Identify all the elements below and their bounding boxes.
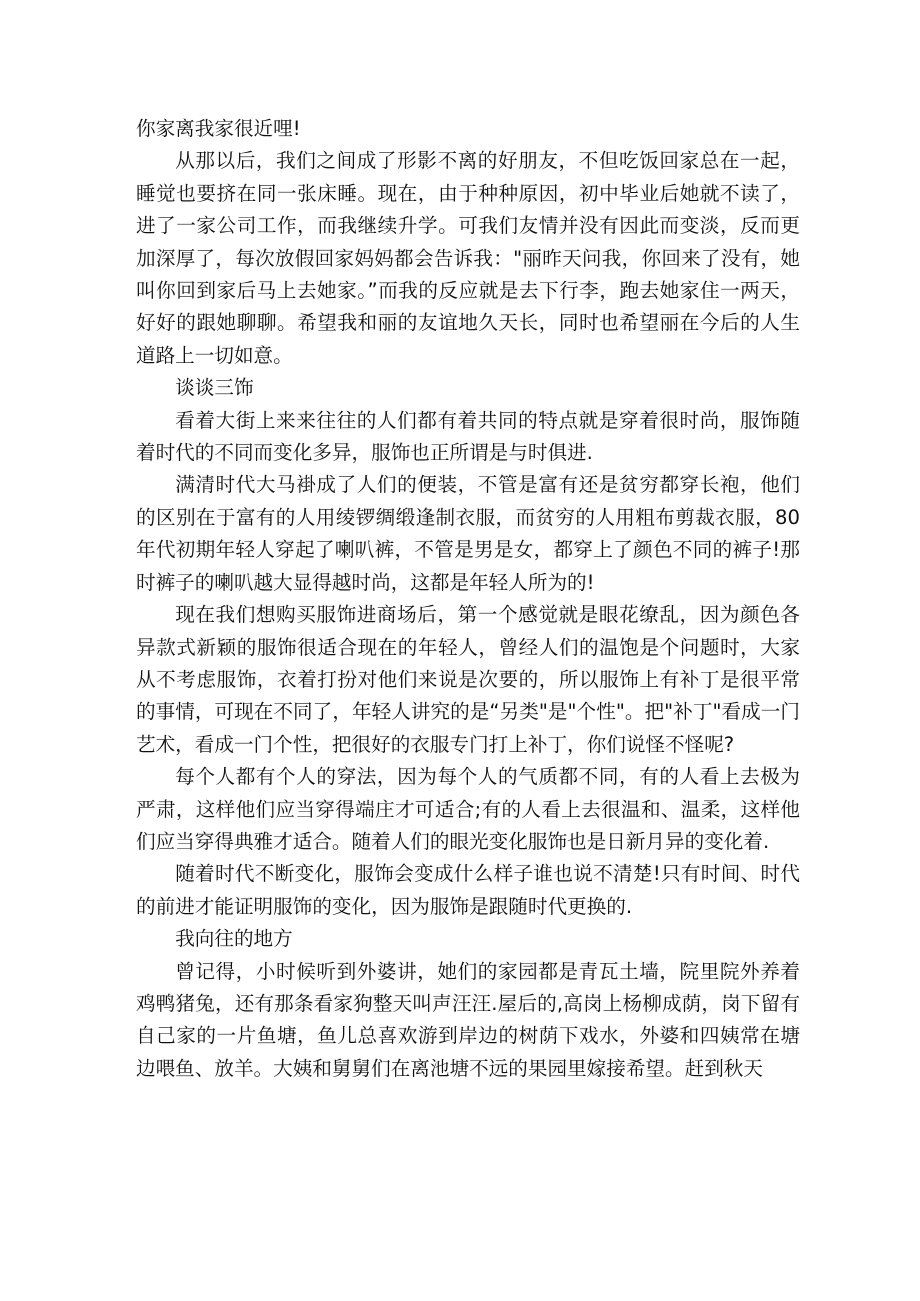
paragraph-friendship: 从那以后，我们之间成了形影不离的好朋友，不但吃饭回家总在一起，睡觉也要挤在同一张床睡。现在，由于种种原因，初中毕业后她就不读了，进了一家公司工作，而我继续升学。可我们友情并没有因此而变淡，反而更加深厚了，每次放假回家妈妈都会告诉我："丽昨天问我，你回来了没有，她叫你回到家后马上去她家。”而我的反应就是去下行李，跑去她家住一两天，好好的跟她聊聊。希望我和丽的友谊地久天长，同时也希望丽在今后的人生道路上一切如意。	[136, 149, 800, 367]
paragraph-fashion-present: 现在我们想购买服饰进商场后，第一个感觉就是眼花缭乱，因为颜色各异款式新颖的服饰很适合现在的年轻人，曾经人们的温饱是个问题时，大家从不考虑服饰，衣着打扮对他们来说是次要的，所以服饰上有补丁是很平常的事情，可现在不同了，年轻人讲究的是“另类"是"个性"。把"补丁"看成一门艺术，看成一门个性，把很好的衣服专门打上补丁，你们说怪不怪呢?	[136, 603, 800, 756]
paragraph-grandmother-home: 曾记得，小时候听到外婆讲，她们的家园都是青瓦土墙，院里院外养着鸡鸭猪兔，还有那条看家狗整天叫声汪汪.屋后的,高岗上杨柳成荫，岗下留有自己家的一片鱼塘，鱼儿总喜欢游到岸边的树荫下戏水，外婆和四姨常在塘边喂鱼、放羊。大姨和舅舅们在离池塘不远的果园里嫁接希望。赶到秋天	[136, 959, 800, 1080]
essay-title-fashion: 谈谈三饰	[175, 376, 254, 400]
paragraph-fashion-history: 满清时代大马褂成了人们的便装，不管是富有还是贫穷都穿长袍，他们的区别在于富有的人用绫锣绸缎逢制衣服，而贫穷的人用粗布剪裁衣服，80年代初期年轻人穿起了喇叭裤，不管是男是女，都穿上了颜色不同的裤子!那时裤子的喇叭越大显得越时尚，这都是年轻人所为的!	[136, 473, 800, 594]
document-page	[136, 113, 800, 1085]
paragraph-fashion-temperament: 每个人都有个人的穿法，因为每个人的气质都不同，有的人看上去极为严肃，这样他们应当穿得端庄才可适合;有的人看上去很温和、温柔，这样他们应当穿得典雅才适合。随着人们的眼光变化服饰也是日新月异的变化着.	[136, 765, 800, 853]
essay-title-longing-place: 我向往的地方	[175, 927, 293, 951]
paragraph-fashion-intro: 看着大街上来来往往的人们都有着共同的特点就是穿着很时尚，服饰随着时代的不同而变化多异，服饰也正所谓是与时俱进.	[136, 408, 800, 465]
paragraph-continuation: 你家离我家很近哩!	[136, 117, 301, 140]
paragraph-fashion-conclusion: 随着时代不断变化，服饰会变成什么样子谁也说不清楚!只有时间、时代的前进才能证明服饰的变化，因为服饰是跟随时代更换的.	[136, 862, 800, 918]
